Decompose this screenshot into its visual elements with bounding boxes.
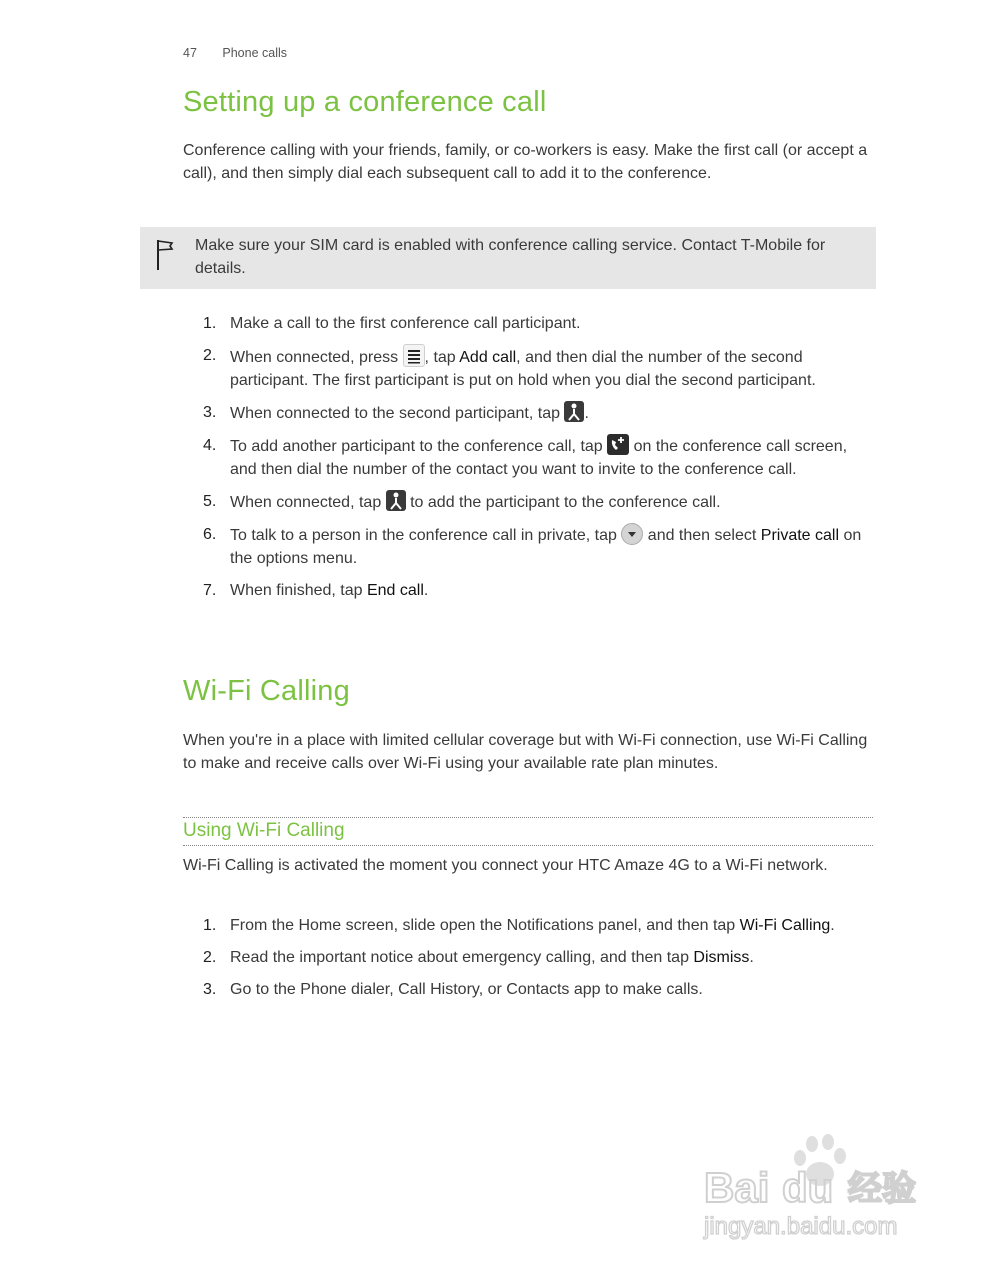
page-number: 47 <box>183 46 197 60</box>
wifi-sub-intro: Wi-Fi Calling is activated the moment you connect your HTC Amaze 4G to a Wi-Fi network. <box>183 857 828 874</box>
private-call-keyword: Private call <box>760 527 840 544</box>
conference-steps <box>183 312 873 602</box>
end-call-keyword: End call <box>366 582 424 599</box>
list-item: 2. Read the important notice about emergency calling, and then tap Dismiss. <box>203 949 754 966</box>
list-item: 1. From the Home screen, slide open the Notifications panel, and then tap Wi-Fi Calling. <box>203 917 835 934</box>
section-name: Phone calls <box>222 46 288 60</box>
add-call-keyword: Add call <box>459 349 517 366</box>
svg-text:经验: 经验 <box>848 1169 916 1209</box>
wifi-calling-keyword: Wi-Fi Calling <box>739 917 831 934</box>
page-header <box>183 46 287 60</box>
wifi-calling-title: Wi-Fi Calling <box>183 675 350 707</box>
svg-text:jingyan.baidu.com: jingyan.baidu.com <box>704 1213 898 1240</box>
merge-calls-icon <box>564 401 584 422</box>
note-box <box>140 227 876 289</box>
merge-calls-icon <box>386 490 406 511</box>
menu-icon <box>403 344 425 367</box>
list-item: 2. When connected, press , tap Add call, and then dial the number of the second participant. The first participant is put on hold when you dial the second participant. <box>183 344 873 392</box>
list-item: 4. To add another participant to the conference call, tap on the conference call screen, and then dial the number of the contact you want to invite to the conference call. <box>183 434 873 481</box>
list-item: 5. When connected, tap to add the participant to the conference call. <box>183 490 873 514</box>
list-item: 3. When connected to the second participant, tap . <box>183 401 873 425</box>
chevron-down-icon <box>621 523 643 545</box>
list-item: 6. To talk to a person in the conference call in private, tap and then select Private call on the options menu. <box>183 523 873 570</box>
add-call-icon <box>607 434 629 455</box>
svg-text:du: du <box>782 1164 834 1211</box>
subhead-text: Using Wi-Fi Calling <box>183 820 345 841</box>
conference-intro: Conference calling with your friends, family, or co-workers is easy. Make the first call (or accept a call), and then simply dial each subsequent call to add it to the conference. <box>183 142 868 182</box>
list-item: 3. Go to the Phone dialer, Call History, or Contacts app to make calls. <box>203 981 703 998</box>
list-item: 7. When finished, tap End call. <box>203 582 429 599</box>
svg-text:Bai: Bai <box>704 1164 770 1211</box>
baidu-watermark-logo <box>700 1130 940 1250</box>
dismiss-keyword: Dismiss <box>693 949 750 966</box>
using-wifi-subhead <box>183 817 873 846</box>
note-text: Make sure your SIM card is enabled with conference calling service. Contact T-Mobile for details. <box>195 237 826 277</box>
list-item: 1. Make a call to the first conference call participant. <box>203 315 581 332</box>
conference-call-title: Setting up a conference call <box>183 86 547 118</box>
wifi-intro: When you're in a place with limited cellular coverage but with Wi-Fi connection, use Wi-Fi Calling to make and receive calls over Wi-Fi using your available rate plan minutes. <box>183 732 868 772</box>
flag-icon <box>154 237 176 273</box>
wifi-steps <box>183 914 873 1001</box>
